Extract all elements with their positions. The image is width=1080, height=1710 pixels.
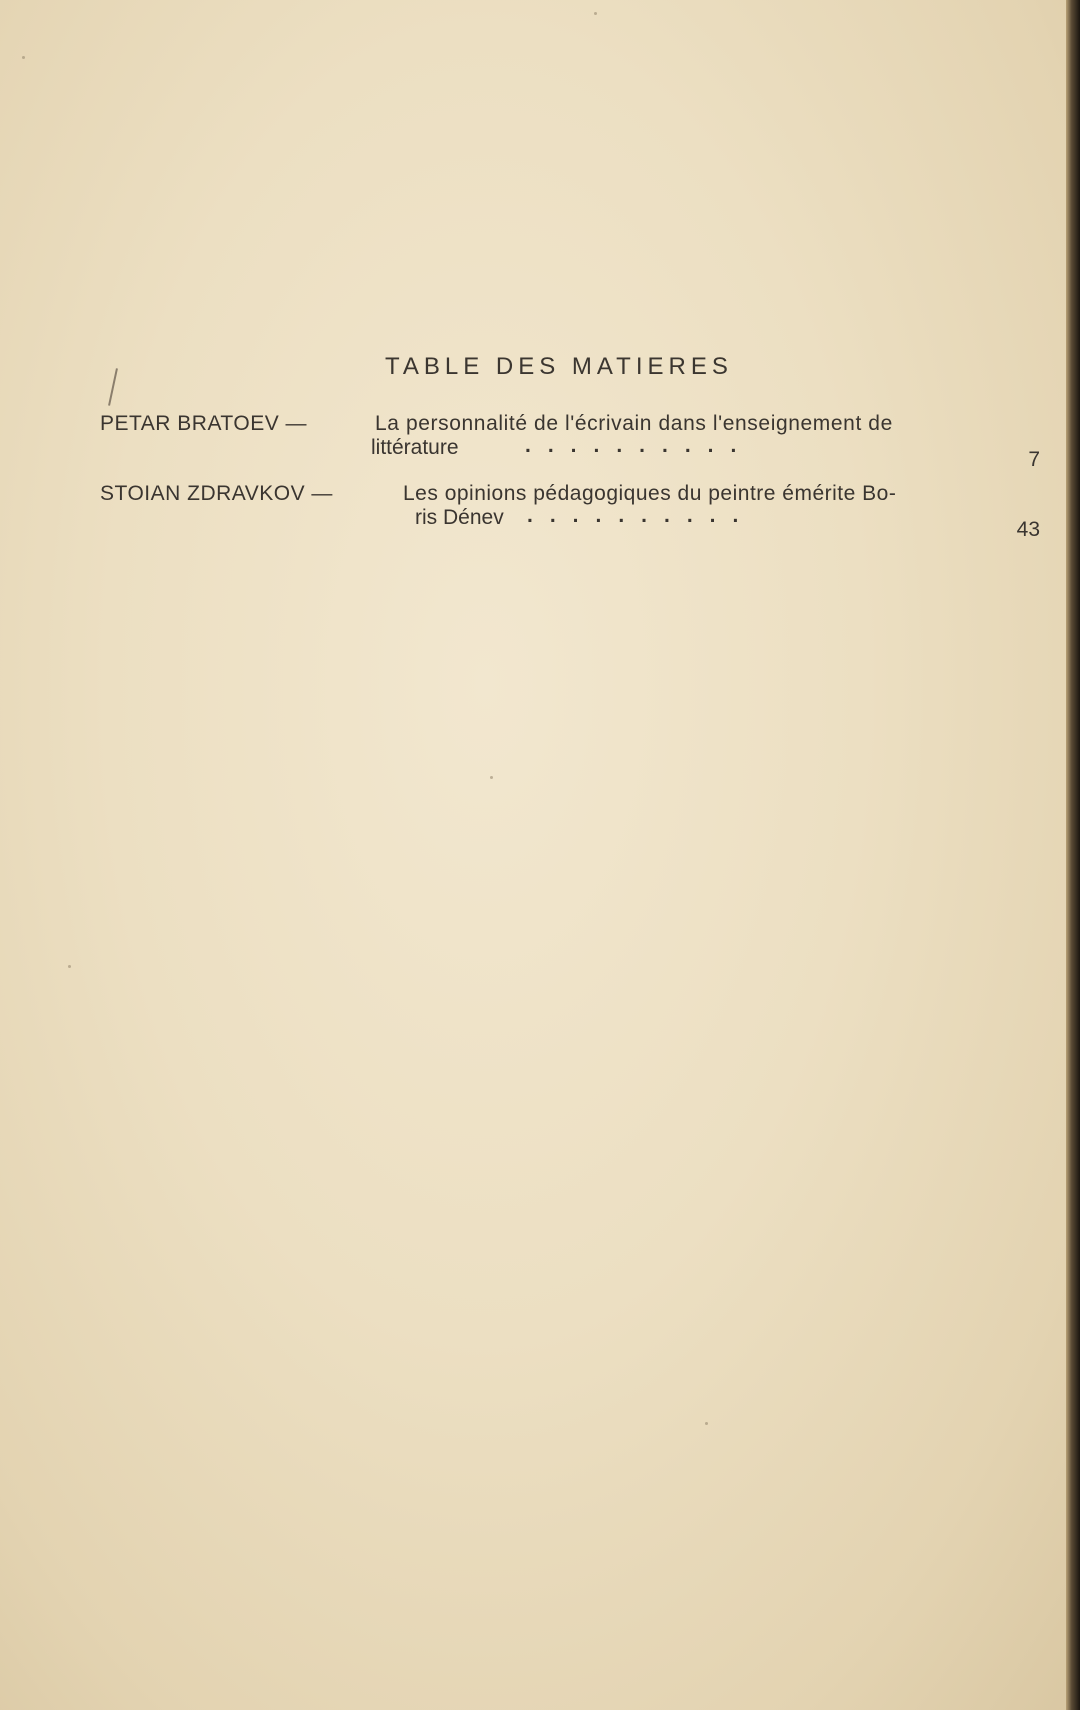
toc-entry-title-line1: Les opinions pédagogiques du peintre émérite Bo- [403,482,897,505]
paper-speck [490,776,493,779]
toc-entry-leader-dots: .......... [525,434,754,457]
toc-entry-page-number: 43 [1016,518,1040,541]
page-title: TABLE DES MATIERES [385,353,733,380]
paper-speck [594,12,597,15]
pencil-mark [108,368,118,406]
paper-speck [22,56,25,59]
page-edge [1066,0,1080,1710]
toc-entry-author: STOIAN ZDRAVKOV — [100,482,333,505]
toc-entry-author: PETAR BRATOEV — [100,412,308,435]
toc-entry-leader-dots: .......... [527,504,756,527]
toc-entry-title-line1: La personnalité de l'écrivain dans l'enseignement de [375,412,893,435]
toc-entry-title-line2: ris Dénev [415,506,504,529]
paper-speck [68,965,71,968]
toc-entry-title-line2: littérature [371,436,459,459]
toc-entry-page-number: 7 [1028,448,1040,471]
paper-speck [705,1422,708,1425]
